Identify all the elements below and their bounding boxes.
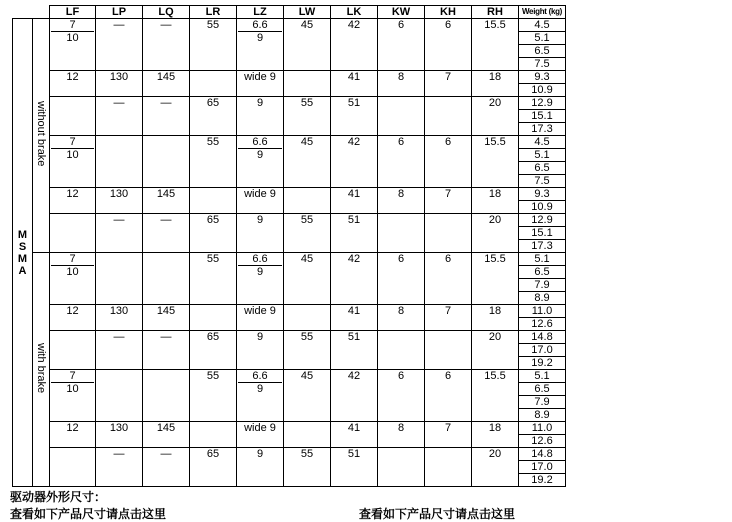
cell-weight: 14.8	[519, 448, 566, 461]
table-row	[13, 331, 566, 344]
driver-dimensions-title: 驱动器外形尺寸：	[10, 490, 107, 504]
table-row	[13, 214, 566, 227]
cell-lr: 55	[190, 253, 237, 305]
cell-rh: 18	[472, 305, 519, 331]
cell-lz	[237, 305, 284, 331]
header-kw: KW	[378, 6, 425, 19]
cell-lz	[237, 188, 284, 214]
table-row	[13, 188, 566, 201]
cell-kw: 6	[378, 19, 425, 71]
cell-lk: 42	[331, 136, 378, 188]
lz-value: 6.6	[238, 19, 282, 32]
table-row	[13, 305, 566, 318]
cell-weight: 17.0	[519, 344, 566, 357]
header-lr: LR	[190, 6, 237, 19]
cell-lr	[190, 422, 237, 448]
cell-lk: 51	[331, 448, 378, 487]
cell-lz	[237, 370, 284, 422]
cell-weight: 15.1	[519, 227, 566, 240]
cell-weight: 12.9	[519, 214, 566, 227]
cell-lq: —	[143, 448, 190, 487]
header-kh: KH	[425, 6, 472, 19]
cell-lw: 55	[284, 331, 331, 370]
cell-lw	[284, 188, 331, 214]
cell-weight: 7.9	[519, 279, 566, 292]
cell-rh: 18	[472, 188, 519, 214]
cell-weight: 11.0	[519, 422, 566, 435]
cell-lq: 145	[143, 305, 190, 331]
cell-weight: 6.5	[519, 45, 566, 58]
cell-weight: 9.3	[519, 71, 566, 84]
cell-weight: 17.3	[519, 123, 566, 136]
lz-value: 9	[256, 149, 264, 161]
cell-weight: 19.2	[519, 474, 566, 487]
cell-lf	[50, 19, 96, 71]
lz-value: 9	[256, 383, 264, 395]
lf-value: 10	[66, 383, 79, 395]
view-dimensions-link-right[interactable]: 查看如下产品尺寸请点击这里	[359, 507, 516, 521]
cell-kh	[425, 214, 472, 253]
header-row	[13, 6, 566, 19]
cell-lq: 145	[143, 71, 190, 97]
cell-lw: 55	[284, 97, 331, 136]
cell-weight: 12.6	[519, 435, 566, 448]
cell-kw: 6	[378, 136, 425, 188]
cell-kw	[378, 331, 425, 370]
cell-lr: 65	[190, 97, 237, 136]
cell-lp: 130	[96, 71, 143, 97]
cell-lk: 41	[331, 71, 378, 97]
cell-rh: 20	[472, 214, 519, 253]
cell-lp	[96, 253, 143, 305]
table-row	[13, 136, 566, 149]
cell-lp: 130	[96, 305, 143, 331]
cell-kw: 8	[378, 188, 425, 214]
cell-weight: 7.5	[519, 58, 566, 71]
lf-value: 7	[51, 19, 94, 32]
cell-kw: 8	[378, 71, 425, 97]
lz-value: 6.6	[238, 253, 282, 266]
table-row	[13, 97, 566, 110]
cell-weight: 10.9	[519, 84, 566, 97]
cell-weight: 14.8	[519, 331, 566, 344]
cell-kh	[425, 448, 472, 487]
lf-value: 12	[66, 422, 79, 434]
cell-weight: 17.3	[519, 240, 566, 253]
cell-kh: 6	[425, 19, 472, 71]
header-lp: LP	[96, 6, 143, 19]
cell-lq	[143, 136, 190, 188]
view-dimensions-link-left[interactable]: 查看如下产品尺寸请点击这里	[10, 507, 167, 521]
cell-lk: 51	[331, 97, 378, 136]
cell-lr: 55	[190, 136, 237, 188]
cell-kw	[378, 97, 425, 136]
cell-lp: —	[96, 448, 143, 487]
cell-weight: 5.1	[519, 149, 566, 162]
cell-lr: 55	[190, 19, 237, 71]
cell-rh: 20	[472, 331, 519, 370]
cell-weight: 11.0	[519, 305, 566, 318]
cell-lz	[237, 97, 284, 136]
lz-value: 6.6	[238, 370, 282, 383]
lz-value: wide 9	[244, 305, 276, 317]
cell-weight: 4.5	[519, 19, 566, 32]
cell-lz	[237, 214, 284, 253]
cell-lf	[50, 305, 96, 331]
cell-lz	[237, 19, 284, 71]
cell-lw	[284, 71, 331, 97]
cell-lw: 45	[284, 253, 331, 305]
cell-lp	[96, 370, 143, 422]
cell-weight: 19.2	[519, 357, 566, 370]
cell-lr: 65	[190, 214, 237, 253]
cell-rh: 18	[472, 422, 519, 448]
cell-lz	[237, 136, 284, 188]
cell-lr	[190, 188, 237, 214]
cell-lq: 145	[143, 188, 190, 214]
cell-lf	[50, 422, 96, 448]
cell-weight: 17.0	[519, 461, 566, 474]
lf-value: 10	[66, 32, 79, 44]
lz-value: wide 9	[244, 422, 276, 434]
header-lq: LQ	[143, 6, 190, 19]
cell-lk: 41	[331, 422, 378, 448]
cell-kw: 8	[378, 305, 425, 331]
header-lk: LK	[331, 6, 378, 19]
header-lw: LW	[284, 6, 331, 19]
cell-kh: 7	[425, 188, 472, 214]
cell-lw: 45	[284, 136, 331, 188]
cell-lq: —	[143, 214, 190, 253]
cell-lf	[50, 214, 96, 253]
cell-lw: 45	[284, 370, 331, 422]
cell-weight: 10.9	[519, 201, 566, 214]
lz-value: wide 9	[244, 71, 276, 83]
table-row	[13, 253, 566, 266]
cell-lk: 51	[331, 214, 378, 253]
cell-lk: 41	[331, 188, 378, 214]
cell-kw: 6	[378, 370, 425, 422]
lz-value: 6.6	[238, 136, 282, 149]
cell-weight: 8.9	[519, 292, 566, 305]
cell-kw	[378, 448, 425, 487]
cell-lf	[50, 448, 96, 487]
cell-rh: 20	[472, 97, 519, 136]
cell-lf	[50, 331, 96, 370]
cell-lq: 145	[143, 422, 190, 448]
cell-rh: 15.5	[472, 253, 519, 305]
cell-rh: 20	[472, 448, 519, 487]
lf-value: 7	[51, 370, 94, 383]
cell-weight: 12.6	[519, 318, 566, 331]
cell-kh	[425, 331, 472, 370]
header-weight: Weight (kg)	[519, 6, 566, 19]
cell-weight: 12.9	[519, 97, 566, 110]
cell-weight: 4.5	[519, 136, 566, 149]
cell-lw: 55	[284, 214, 331, 253]
cell-lq: —	[143, 331, 190, 370]
cell-lz	[237, 331, 284, 370]
cell-kh: 6	[425, 136, 472, 188]
cell-lk: 51	[331, 331, 378, 370]
cell-lq	[143, 370, 190, 422]
cell-lz	[237, 253, 284, 305]
cell-lz	[237, 71, 284, 97]
table-row	[13, 71, 566, 84]
table-body	[13, 19, 566, 487]
cell-lw	[284, 422, 331, 448]
table-row	[13, 19, 566, 32]
cell-kw	[378, 214, 425, 253]
cell-lr: 55	[190, 370, 237, 422]
cell-lp: —	[96, 19, 143, 71]
brake-label	[33, 19, 50, 253]
cell-weight: 5.1	[519, 253, 566, 266]
lf-value: 7	[51, 253, 94, 266]
cell-kw: 6	[378, 253, 425, 305]
cell-weight: 6.5	[519, 266, 566, 279]
cell-weight: 9.3	[519, 188, 566, 201]
cell-lk: 41	[331, 305, 378, 331]
lz-value: 9	[256, 97, 264, 109]
cell-kh	[425, 97, 472, 136]
cell-weight: 5.1	[519, 370, 566, 383]
cell-rh: 18	[472, 71, 519, 97]
cell-lp: —	[96, 97, 143, 136]
lf-value: 7	[51, 136, 94, 149]
cell-lk: 42	[331, 253, 378, 305]
brake-label	[33, 253, 50, 487]
cell-rh: 15.5	[472, 19, 519, 71]
cell-lf	[50, 370, 96, 422]
cell-weight: 7.5	[519, 175, 566, 188]
cell-lr	[190, 71, 237, 97]
cell-kh: 7	[425, 422, 472, 448]
lz-value: 9	[256, 331, 264, 343]
cell-weight: 6.5	[519, 383, 566, 396]
cell-lq	[143, 253, 190, 305]
model-label	[13, 19, 33, 487]
cell-kh: 6	[425, 253, 472, 305]
cell-weight: 7.9	[519, 396, 566, 409]
cell-lf	[50, 97, 96, 136]
cell-rh: 15.5	[472, 136, 519, 188]
cell-rh: 15.5	[472, 370, 519, 422]
table-row	[13, 370, 566, 383]
cell-weight: 15.1	[519, 110, 566, 123]
cell-lw: 45	[284, 19, 331, 71]
cell-lf	[50, 136, 96, 188]
table-row	[13, 422, 566, 435]
lz-value: wide 9	[244, 188, 276, 200]
cell-lp: 130	[96, 422, 143, 448]
cell-lp	[96, 136, 143, 188]
cell-lq: —	[143, 19, 190, 71]
cell-lr	[190, 305, 237, 331]
cell-lk: 42	[331, 19, 378, 71]
cell-lz	[237, 422, 284, 448]
cell-lw	[284, 305, 331, 331]
header-corner	[13, 6, 50, 19]
header-lf: LF	[50, 6, 96, 19]
lz-value: 9	[256, 266, 264, 278]
cell-weight: 8.9	[519, 409, 566, 422]
cell-lf	[50, 71, 96, 97]
lf-value: 12	[66, 305, 79, 317]
cell-lp: 130	[96, 188, 143, 214]
cell-weight: 6.5	[519, 162, 566, 175]
cell-lf	[50, 253, 96, 305]
lz-value: 9	[256, 32, 264, 44]
cell-kw: 8	[378, 422, 425, 448]
lf-value: 12	[66, 71, 79, 83]
cell-kh: 6	[425, 370, 472, 422]
lz-value: 9	[256, 448, 264, 460]
cell-lp: —	[96, 214, 143, 253]
brake-label-text: with brake	[35, 342, 47, 394]
cell-lw: 55	[284, 448, 331, 487]
cell-lp: —	[96, 331, 143, 370]
lz-value: 9	[256, 214, 264, 226]
lf-value: 10	[66, 266, 79, 278]
model-label-text: MSMA	[17, 228, 28, 277]
cell-lf	[50, 188, 96, 214]
cell-lq: —	[143, 97, 190, 136]
cell-lk: 42	[331, 370, 378, 422]
table-row	[13, 448, 566, 461]
header-rh: RH	[472, 6, 519, 19]
cell-kh: 7	[425, 305, 472, 331]
lf-value: 12	[66, 188, 79, 200]
lf-value: 10	[66, 149, 79, 161]
cell-weight: 5.1	[519, 32, 566, 45]
brake-label-text: without brake	[35, 101, 47, 167]
cell-lr: 65	[190, 448, 237, 487]
header-lz: LZ	[237, 6, 284, 19]
dimension-table	[12, 5, 566, 487]
cell-lr: 65	[190, 331, 237, 370]
cell-kh: 7	[425, 71, 472, 97]
cell-lz	[237, 448, 284, 487]
